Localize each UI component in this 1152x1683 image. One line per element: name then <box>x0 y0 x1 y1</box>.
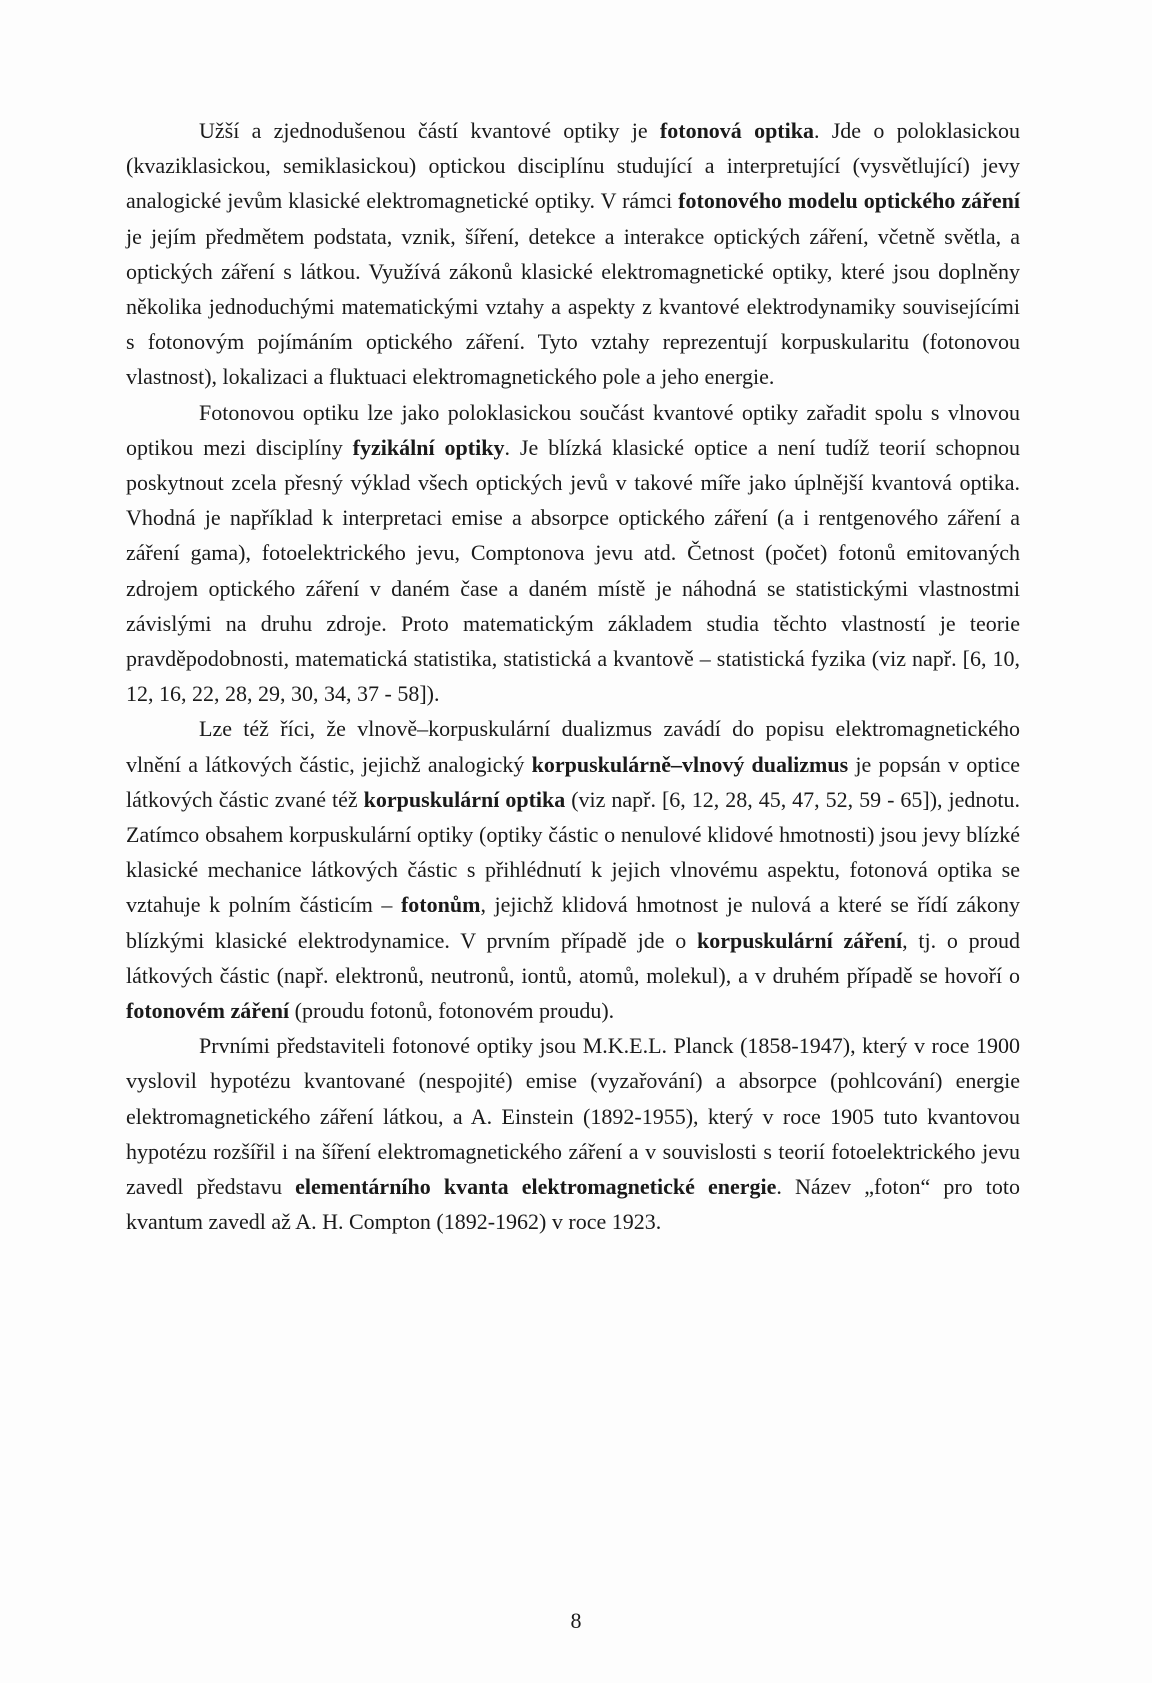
paragraph <box>126 1028 1020 1239</box>
bold-term: korpuskulární optika <box>363 786 566 812</box>
paragraph <box>126 113 1020 395</box>
paragraph <box>126 711 1020 1028</box>
text-run: Lze též říci, že vlnově–korpuskulární dualizmus zavádí do popisu elektromagnetického vlnění a látkových částic, jejichž analogický <box>126 716 1020 777</box>
text-run: Prvními představiteli fotonové optiky jsou M.K.E.L. Planck (1858-1947), který v roce 1900 vyslovil hypotézu kvantované (nespojité) emise (vyzařování) a absorpce (pohlcování) energie elektromagnetického záření látkou, a A. Einstein (1892-1955), který v roce 1905 tuto kvantovou hypotézu rozšířil i na šíření elektromagnetického záření a v souvislosti s teorií fotoelektrického jevu zavedl představu <box>126 1033 1020 1200</box>
text-run: je popsán v optice látkových částic zvané též <box>126 751 1020 812</box>
text-run: . Je blízká klasické optice a není tudíž teorií schopnou poskytnout zcela přesný výklad všech optických jevů v takové míře jako úplnější kvantová optika. Vhodná je například k interpretaci emise a absorpce optického záření (a i rentgenového záření a záření gama), fotoelektrického jevu, Comptonova jevu atd. Četnost (počet) fotonů emitovaných zdrojem optického záření v daném čase a daném místě je náhodná se statistickými vlastnostmi závislými na druhu zdroje. Proto matematickým základem studia těchto vlastností je teorie pravděpodobnosti, matematická statistika, statistická a kvantově – statistická fyzika (viz např. [6, 10, 12, 16, 22, 28, 29, 30, 34, 37 - 58]). <box>126 434 1020 707</box>
bold-term: korpuskulárně–vlnový dualizmus <box>531 751 849 777</box>
bold-term: fotonům <box>400 892 481 918</box>
text-run: , tj. o proud látkových částic (např. elektronů, neutronů, iontů, atomů, molekul), a v druhém případě se hovoří o <box>126 927 1020 988</box>
bold-term: korpuskulární záření <box>697 927 903 953</box>
text-run: Užší a zjednodušenou částí kvantové optiky je <box>199 118 660 143</box>
text-run: (proudu fotonů, fotonovém proudu). <box>289 998 615 1024</box>
body-text <box>126 113 1020 1240</box>
text-run: , jejichž klidová hmotnost je nulová a které se řídí zákony blízkými klasické elektrodynamice. V prvním případě jde o <box>126 892 1020 953</box>
text-run: (viz např. [6, 12, 28, 45, 47, 52, 59 - 65]), jednotu. Zatímco obsahem korpuskulární optiky (optiky částic o nenulové klidové hmotnosti) jsou jevy blízké klasické mechanice látkových částic s přihlédnutí k jejich vlnovému aspektu, fotonová optika se vztahuje k polním částicím – <box>126 786 1020 918</box>
text-run: Fotonovou optiku lze jako poloklasickou součást kvantové optiky zařadit spolu s vlnovou optikou mezi disciplíny <box>126 399 1020 460</box>
page-number: 8 <box>570 1608 582 1633</box>
bold-term: fotonová optika <box>659 118 814 143</box>
paragraph <box>126 395 1020 712</box>
text-run: . Název „foton“ pro toto kvantum zavedl až A. H. Compton (1892-1962) v roce 1923. <box>126 1174 1020 1235</box>
text-run: je jejím předmětem podstata, vznik, šíření, detekce a interakce optických záření, včetně světla, a optických záření s látkou. Využívá zákonů klasické elektromagnetické optiky, které jsou doplněny několika jednoduchými matematickými vztahy a aspekty z kvantové elektrodynamiky souvisejícími s fotonovým pojímáním optického záření. Tyto vztahy reprezentují korpuskularitu (fotonovou vlastnost), lokalizaci a fluktuaci elektromagnetického pole a jeho energie. <box>126 223 1020 390</box>
bold-term: fotonovém záření <box>126 998 290 1024</box>
bold-term: fotonového modelu optického záření <box>678 188 1020 214</box>
bold-term: fyzikální optiky <box>352 434 505 460</box>
text-run: . Jde o poloklasickou (kvaziklasickou, semiklasickou) optickou disciplínu studující a interpretující (vysvětlující) jevy analogické jevům klasické elektromagnetické optiky. V rámci <box>126 118 1021 214</box>
bold-term: elementárního kvanta elektromagnetické energie <box>295 1174 777 1200</box>
